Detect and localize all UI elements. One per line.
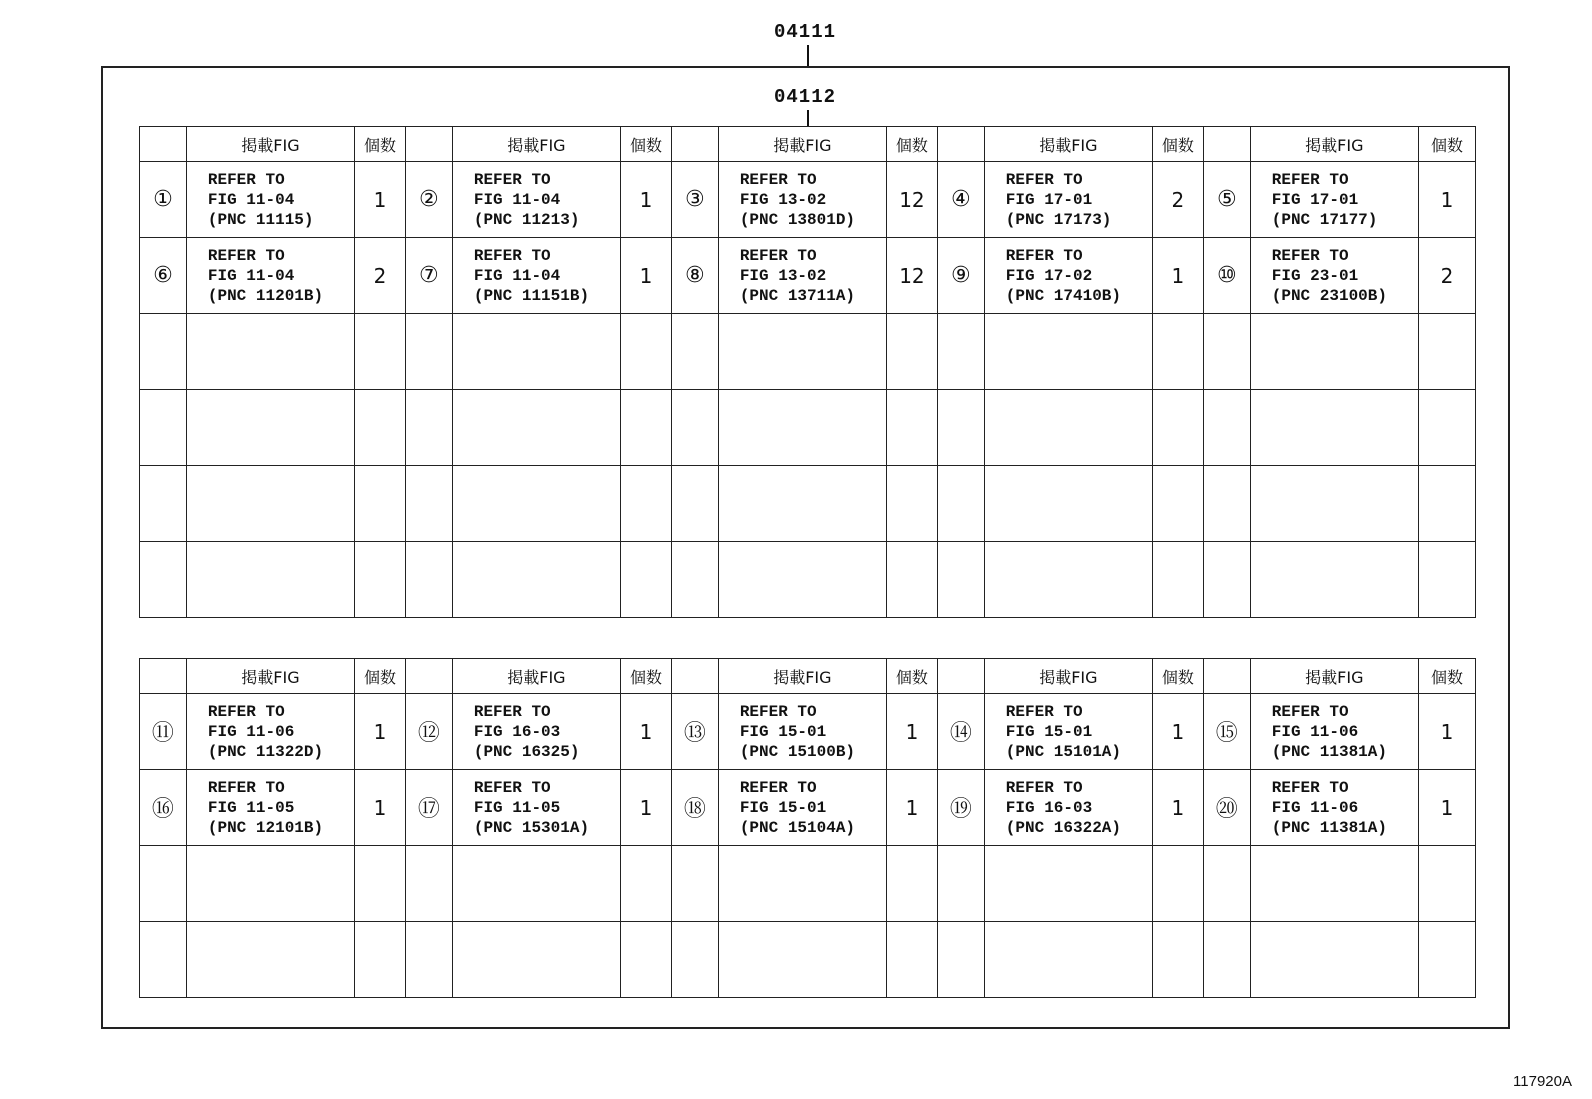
empty-row <box>140 314 1476 390</box>
empty-row <box>140 390 1476 466</box>
empty-cell <box>937 466 984 542</box>
header-num-col <box>405 127 452 162</box>
item-number: ⑨ <box>937 238 984 314</box>
header-fig-col: 掲載FIG <box>984 659 1152 694</box>
header-num-col <box>1203 659 1250 694</box>
fig-reference: REFER TO FIG 15-01 (PNC 15101A) <box>984 694 1152 770</box>
table-row <box>140 238 1476 314</box>
fig-reference: REFER TO FIG 17-01 (PNC 17177) <box>1250 162 1418 238</box>
quantity: 1 <box>1418 770 1475 846</box>
empty-cell <box>405 466 452 542</box>
item-number: ⑮ <box>1203 694 1250 770</box>
empty-cell <box>140 466 187 542</box>
empty-row <box>140 922 1476 998</box>
quantity: 1 <box>620 770 671 846</box>
header-fig-col: 掲載FIG <box>1250 659 1418 694</box>
fig-reference: REFER TO FIG 15-01 (PNC 15104A) <box>718 770 886 846</box>
item-number: ⑪ <box>140 694 187 770</box>
empty-cell <box>140 542 187 618</box>
fig-reference: REFER TO FIG 15-01 (PNC 15100B) <box>718 694 886 770</box>
quantity: 1 <box>355 770 406 846</box>
empty-cell <box>1418 542 1475 618</box>
header-num-col <box>140 127 187 162</box>
illustration-code: 117920A <box>1513 1073 1572 1090</box>
empty-cell <box>984 390 1152 466</box>
empty-cell <box>984 466 1152 542</box>
empty-cell <box>671 922 718 998</box>
empty-cell <box>1203 846 1250 922</box>
header-row <box>140 127 1476 162</box>
empty-cell <box>355 314 406 390</box>
fig-reference: REFER TO FIG 23-01 (PNC 23100B) <box>1250 238 1418 314</box>
empty-cell <box>984 314 1152 390</box>
quantity: 2 <box>1152 162 1203 238</box>
item-number: ⑧ <box>671 238 718 314</box>
empty-cell <box>1152 314 1203 390</box>
empty-row <box>140 846 1476 922</box>
empty-cell <box>886 542 937 618</box>
empty-cell <box>1152 390 1203 466</box>
empty-cell <box>186 466 354 542</box>
header-num-col <box>671 659 718 694</box>
header-qty-col: 個数 <box>1418 127 1475 162</box>
empty-cell <box>886 922 937 998</box>
inner-leader-line <box>807 110 809 126</box>
header-num-col <box>405 659 452 694</box>
empty-cell <box>620 466 671 542</box>
empty-cell <box>1152 542 1203 618</box>
empty-cell <box>1203 466 1250 542</box>
quantity: 2 <box>1418 238 1475 314</box>
empty-cell <box>620 390 671 466</box>
empty-cell <box>405 922 452 998</box>
item-number: ⑥ <box>140 238 187 314</box>
empty-cell <box>937 314 984 390</box>
fig-reference: REFER TO FIG 16-03 (PNC 16322A) <box>984 770 1152 846</box>
fig-reference: REFER TO FIG 16-03 (PNC 16325) <box>452 694 620 770</box>
quantity: 1 <box>355 162 406 238</box>
fig-reference: REFER TO FIG 11-06 (PNC 11381A) <box>1250 770 1418 846</box>
empty-cell <box>886 314 937 390</box>
empty-cell <box>1152 466 1203 542</box>
header-qty-col: 個数 <box>620 127 671 162</box>
table-row <box>140 694 1476 770</box>
empty-cell <box>886 846 937 922</box>
empty-cell <box>718 846 886 922</box>
empty-cell <box>1250 922 1418 998</box>
empty-cell <box>1250 314 1418 390</box>
empty-cell <box>620 314 671 390</box>
empty-cell <box>1418 314 1475 390</box>
table-row <box>140 162 1476 238</box>
empty-cell <box>186 390 354 466</box>
quantity: 1 <box>1152 694 1203 770</box>
fig-reference: REFER TO FIG 13-02 (PNC 13801D) <box>718 162 886 238</box>
empty-cell <box>1418 390 1475 466</box>
item-number: ⑯ <box>140 770 187 846</box>
header-num-col <box>937 127 984 162</box>
fig-reference: REFER TO FIG 11-06 (PNC 11381A) <box>1250 694 1418 770</box>
empty-cell <box>671 314 718 390</box>
empty-cell <box>620 922 671 998</box>
empty-cell <box>1203 922 1250 998</box>
parts-table-1 <box>139 126 1476 618</box>
empty-cell <box>1152 922 1203 998</box>
empty-cell <box>452 466 620 542</box>
fig-reference: REFER TO FIG 17-01 (PNC 17173) <box>984 162 1152 238</box>
fig-reference: REFER TO FIG 17-02 (PNC 17410B) <box>984 238 1152 314</box>
fig-reference: REFER TO FIG 11-04 (PNC 11201B) <box>186 238 354 314</box>
empty-cell <box>718 542 886 618</box>
empty-cell <box>937 846 984 922</box>
header-fig-col: 掲載FIG <box>1250 127 1418 162</box>
empty-cell <box>140 314 187 390</box>
header-fig-col: 掲載FIG <box>452 127 620 162</box>
quantity: 1 <box>1418 162 1475 238</box>
item-number: ⑰ <box>405 770 452 846</box>
header-num-col <box>671 127 718 162</box>
empty-cell <box>1250 542 1418 618</box>
empty-cell <box>1203 390 1250 466</box>
empty-cell <box>186 846 354 922</box>
empty-cell <box>405 390 452 466</box>
empty-cell <box>355 542 406 618</box>
quantity: 1 <box>620 162 671 238</box>
fig-reference: REFER TO FIG 11-05 (PNC 15301A) <box>452 770 620 846</box>
quantity: 1 <box>620 238 671 314</box>
quantity: 12 <box>886 162 937 238</box>
table-row <box>140 770 1476 846</box>
item-number: ⑦ <box>405 238 452 314</box>
empty-cell <box>1203 542 1250 618</box>
item-number: ⑩ <box>1203 238 1250 314</box>
header-qty-col: 個数 <box>1152 659 1203 694</box>
header-qty-col: 個数 <box>355 659 406 694</box>
empty-cell <box>620 846 671 922</box>
empty-row <box>140 466 1476 542</box>
empty-cell <box>671 390 718 466</box>
quantity: 1 <box>355 694 406 770</box>
outer-leader-line <box>807 45 809 67</box>
item-number: ⑭ <box>937 694 984 770</box>
empty-cell <box>1250 846 1418 922</box>
header-num-col <box>140 659 187 694</box>
empty-cell <box>718 466 886 542</box>
empty-cell <box>937 390 984 466</box>
header-row <box>140 659 1476 694</box>
fig-reference: REFER TO FIG 11-05 (PNC 12101B) <box>186 770 354 846</box>
empty-cell <box>1203 314 1250 390</box>
item-number: ⑳ <box>1203 770 1250 846</box>
quantity: 2 <box>355 238 406 314</box>
empty-cell <box>186 542 354 618</box>
item-number: ⑤ <box>1203 162 1250 238</box>
fig-reference: REFER TO FIG 11-04 (PNC 11213) <box>452 162 620 238</box>
empty-cell <box>937 542 984 618</box>
empty-cell <box>671 542 718 618</box>
item-number: ③ <box>671 162 718 238</box>
empty-cell <box>718 390 886 466</box>
header-qty-col: 個数 <box>620 659 671 694</box>
empty-cell <box>1418 922 1475 998</box>
empty-cell <box>1418 846 1475 922</box>
item-number: ⑬ <box>671 694 718 770</box>
item-number: ④ <box>937 162 984 238</box>
empty-cell <box>671 466 718 542</box>
empty-cell <box>140 390 187 466</box>
empty-cell <box>186 922 354 998</box>
quantity: 1 <box>1152 770 1203 846</box>
header-qty-col: 個数 <box>886 659 937 694</box>
empty-cell <box>355 466 406 542</box>
empty-cell <box>984 542 1152 618</box>
empty-cell <box>186 314 354 390</box>
empty-cell <box>984 922 1152 998</box>
quantity: 12 <box>886 238 937 314</box>
empty-row <box>140 542 1476 618</box>
empty-cell <box>405 542 452 618</box>
header-qty-col: 個数 <box>1418 659 1475 694</box>
parts-table-2 <box>139 658 1476 998</box>
outer-assembly-code: 04111 <box>773 21 836 43</box>
item-number: ⑲ <box>937 770 984 846</box>
header-num-col <box>937 659 984 694</box>
header-num-col <box>1203 127 1250 162</box>
header-qty-col: 個数 <box>355 127 406 162</box>
empty-cell <box>1152 846 1203 922</box>
empty-cell <box>452 922 620 998</box>
quantity: 1 <box>620 694 671 770</box>
quantity: 1 <box>886 770 937 846</box>
item-number: ② <box>405 162 452 238</box>
empty-cell <box>886 390 937 466</box>
empty-cell <box>452 390 620 466</box>
header-fig-col: 掲載FIG <box>186 659 354 694</box>
empty-cell <box>718 922 886 998</box>
empty-cell <box>405 314 452 390</box>
item-number: ⑱ <box>671 770 718 846</box>
quantity: 1 <box>1418 694 1475 770</box>
empty-cell <box>452 846 620 922</box>
empty-cell <box>140 922 187 998</box>
empty-cell <box>620 542 671 618</box>
empty-cell <box>1250 466 1418 542</box>
item-number: ① <box>140 162 187 238</box>
fig-reference: REFER TO FIG 11-04 (PNC 11151B) <box>452 238 620 314</box>
empty-cell <box>452 542 620 618</box>
header-qty-col: 個数 <box>886 127 937 162</box>
empty-cell <box>1418 466 1475 542</box>
empty-cell <box>718 314 886 390</box>
quantity: 1 <box>1152 238 1203 314</box>
header-qty-col: 個数 <box>1152 127 1203 162</box>
empty-cell <box>984 846 1152 922</box>
header-fig-col: 掲載FIG <box>452 659 620 694</box>
empty-cell <box>355 922 406 998</box>
empty-cell <box>452 314 620 390</box>
empty-cell <box>355 846 406 922</box>
header-fig-col: 掲載FIG <box>718 127 886 162</box>
empty-cell <box>886 466 937 542</box>
empty-cell <box>405 846 452 922</box>
empty-cell <box>140 846 187 922</box>
empty-cell <box>355 390 406 466</box>
header-fig-col: 掲載FIG <box>984 127 1152 162</box>
quantity: 1 <box>886 694 937 770</box>
empty-cell <box>1250 390 1418 466</box>
empty-cell <box>671 846 718 922</box>
header-fig-col: 掲載FIG <box>718 659 886 694</box>
fig-reference: REFER TO FIG 11-06 (PNC 11322D) <box>186 694 354 770</box>
fig-reference: REFER TO FIG 11-04 (PNC 11115) <box>186 162 354 238</box>
inner-assembly-code: 04112 <box>773 86 836 108</box>
empty-cell <box>937 922 984 998</box>
item-number: ⑫ <box>405 694 452 770</box>
fig-reference: REFER TO FIG 13-02 (PNC 13711A) <box>718 238 886 314</box>
header-fig-col: 掲載FIG <box>186 127 354 162</box>
